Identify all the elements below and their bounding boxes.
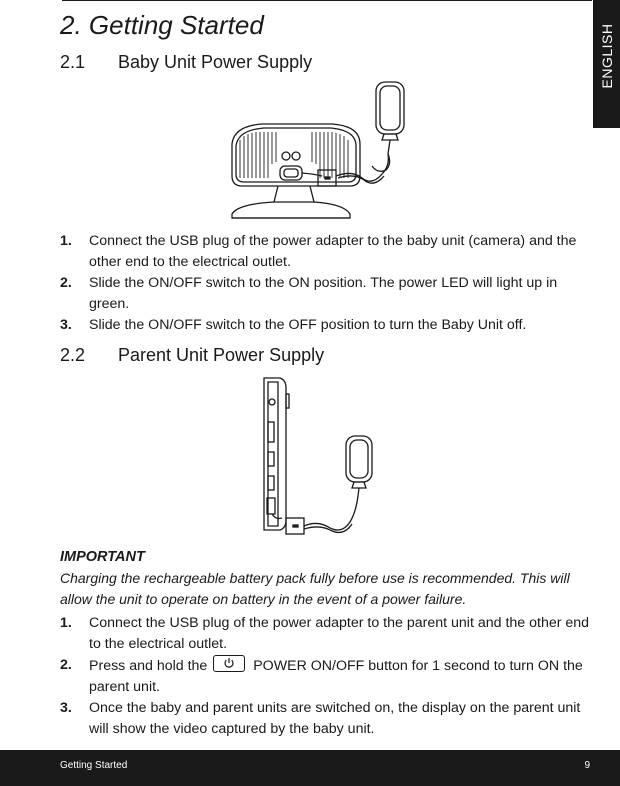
step-number: 2. xyxy=(60,657,72,673)
list-item xyxy=(60,273,590,315)
footer-section-name: Getting Started xyxy=(60,760,128,771)
language-tab-label: ENGLISH xyxy=(598,23,615,89)
step-text xyxy=(89,655,590,698)
section-heading-2-2 xyxy=(60,345,324,366)
section-number: 2.2 xyxy=(60,345,86,365)
step-text-before: Press and hold the xyxy=(89,658,208,674)
list-item xyxy=(60,315,590,336)
list-item xyxy=(60,613,590,655)
step-number: 2. xyxy=(60,275,72,291)
page-number: 9 xyxy=(584,760,590,771)
language-tab xyxy=(593,0,620,128)
list-item xyxy=(60,231,590,273)
important-note: Charging the rechargeable battery pack fully before use is recommended. This will allow the unit to operate on battery in the event of a power failure. xyxy=(60,570,570,607)
step-text-after: POWER ON/OFF button for 1 second to turn ON the parent unit. xyxy=(89,658,583,695)
step-text: Slide the ON/OFF switch to the OFF position to turn the Baby Unit off. xyxy=(89,317,527,333)
step-number: 3. xyxy=(60,700,72,716)
section-title: Parent Unit Power Supply xyxy=(118,345,325,365)
page-footer xyxy=(0,750,620,786)
step-number: 1. xyxy=(60,615,72,631)
top-rule xyxy=(62,0,592,1)
step-number: 3. xyxy=(60,317,72,333)
section-heading-2-1 xyxy=(60,52,312,73)
section-number: 2.1 xyxy=(60,52,86,72)
parent-unit-steps xyxy=(60,613,590,740)
step-text: Connect the USB plug of the power adapter to the parent unit and the other end to the electrical outlet. xyxy=(89,615,590,652)
step-text: Once the baby and parent units are switched on, the display on the parent unit will show the video captured by the baby unit. xyxy=(89,700,581,737)
step-text: Connect the USB plug of the power adapter to the baby unit (camera) and the other end to the electrical outlet. xyxy=(89,233,577,270)
step-number: 1. xyxy=(60,233,72,249)
section-title: Baby Unit Power Supply xyxy=(118,52,313,72)
list-item xyxy=(60,698,590,740)
baby-unit-steps xyxy=(60,231,590,336)
important-label: IMPORTANT xyxy=(60,549,145,565)
step-text: Slide the ON/OFF switch to the ON position. The power LED will light up in green. xyxy=(89,275,558,312)
list-item xyxy=(60,655,590,698)
chapter-title: 2. Getting Started xyxy=(60,10,264,40)
baby-unit-illustration xyxy=(222,78,418,223)
power-button-icon xyxy=(213,655,245,672)
parent-unit-illustration xyxy=(258,374,382,538)
